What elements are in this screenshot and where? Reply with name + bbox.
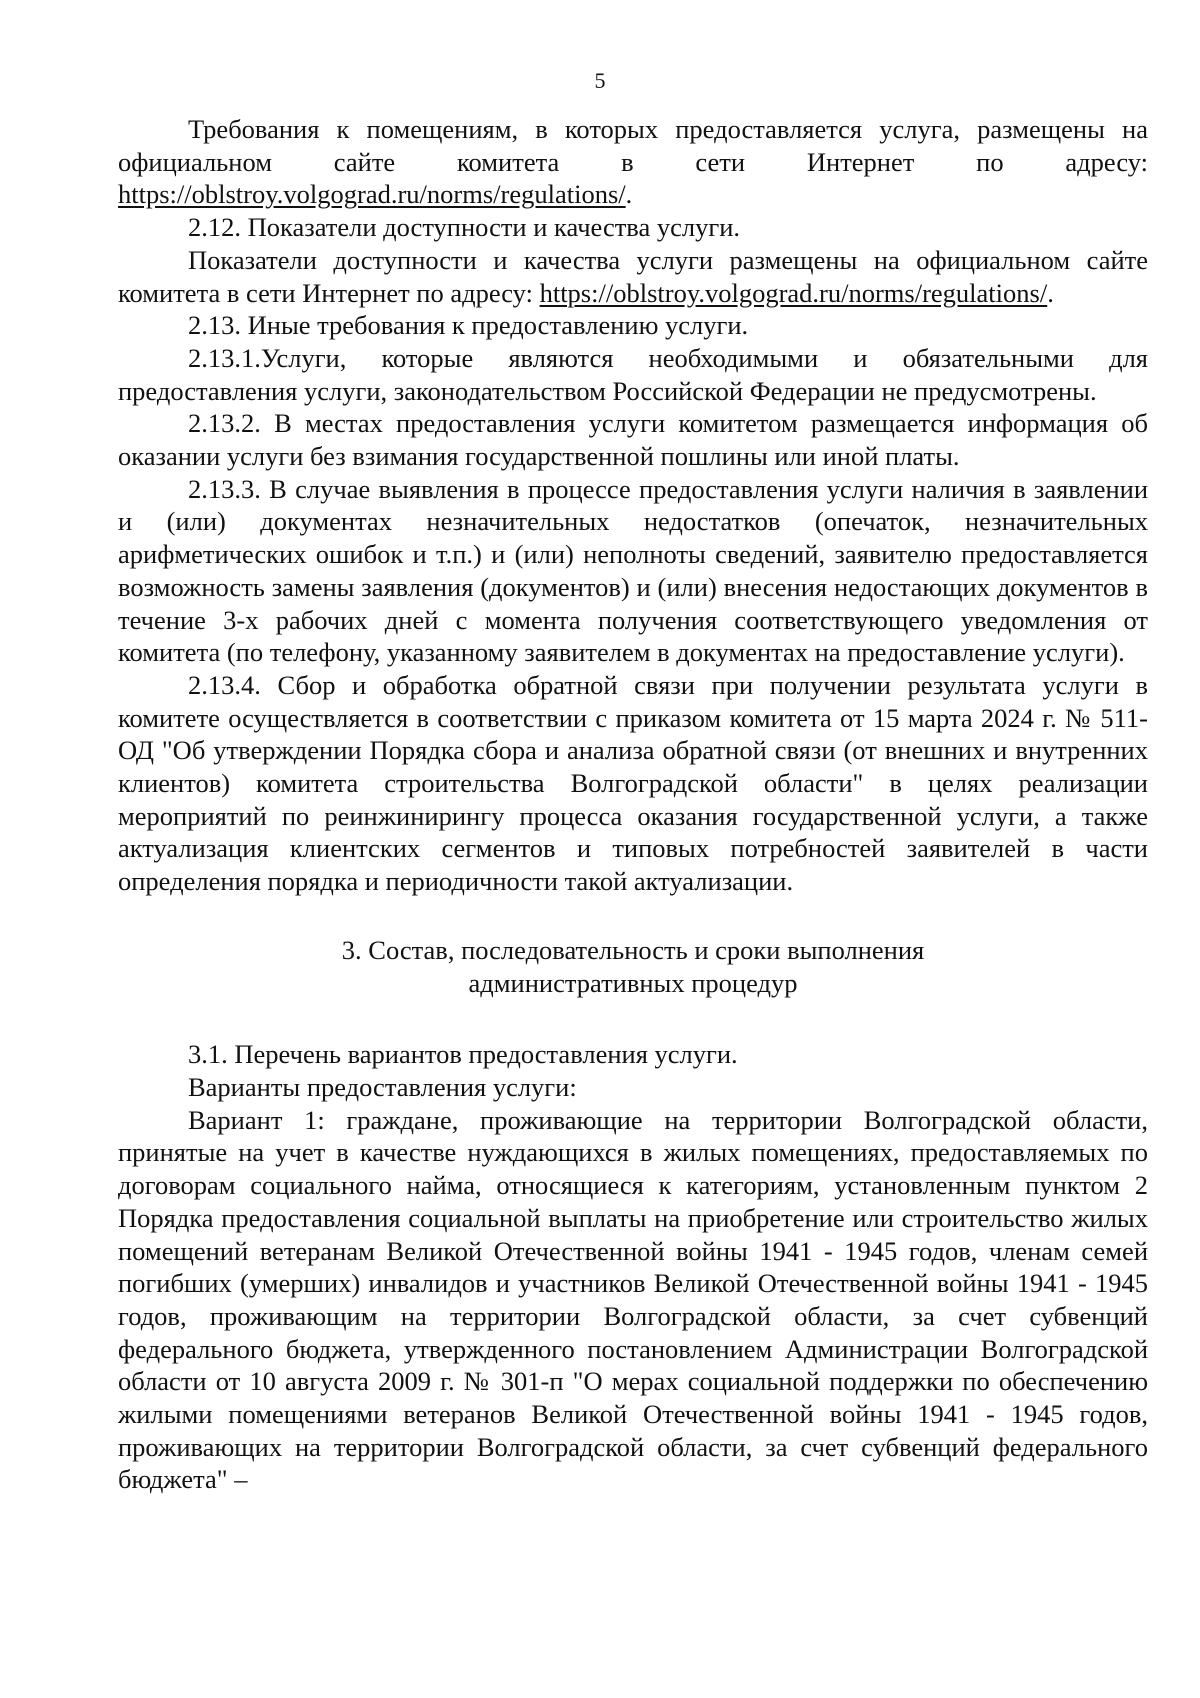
paragraph-2-12: 2.12. Показатели доступности и качества услуги. xyxy=(188,212,741,243)
paragraph-variant-1: Вариант 1: граждане, проживающие на территории Волгоградской области, принятые на учет в качестве нуждающихся в жилых помещениях, предоставляемых по договорам социального найма, относящиеся к категориям, установленным пунктом 2 Порядка предоставления социальной выплаты на приобретение или строительство жилых помещений ветеранам Великой Отечественной войны 1941 - 1945 годов, членам семей погибших (умерших) инвалидов и участников Великой Отечественной войны 1941 - 1945 годов, проживающим на территории Волгоградской области, за счет субвенций федерального бюджета, утвержденного постановлением Администрации Волгоградской области от 10 августа 2009 г. № 301-п "О мерах социальной поддержки по обеспечению жилыми помещениями ветеранов Великой Отечественной войны 1941 - 1945 годов, проживающих на территории Волгоградской области, за счет субвенций федерального бюджета" – xyxy=(118,1104,1148,1495)
section-heading-line-2: административных процедур xyxy=(468,967,798,998)
paragraph-variants-title: Варианты предоставления услуги: xyxy=(188,1071,577,1102)
paragraph-text: . xyxy=(1047,277,1054,308)
paragraph-premises-requirements xyxy=(118,113,1148,211)
section-heading xyxy=(118,934,1148,999)
paragraph-text: Показатели доступности и качества услуги размещены на официальном сайте комитета в сети Интернет по адресу: xyxy=(118,244,1148,308)
paragraph-2-13-4: 2.13.4. Сбор и обработка обратной связи при получении результата услуги в комитете осуществляется в соответствии с приказом комитета от 15 марта 2024 г. № 511-ОД "Об утверждении Порядка сбора и анализа обратной связи (от внешних и внутренних клиентов) комитета строительства Волгоградской области" в целях реализации мероприятий по реинжинирингу процесса оказания государственной услуги, а также актуализация клиентских сегментов и типовых потребностей заявителей в части определения порядка и периодичности такой актуализации. xyxy=(118,669,1148,897)
regulations-link[interactable]: https://oblstroy.volgograd.ru/norms/regulations/ xyxy=(539,277,1048,308)
paragraph-2-13-3: 2.13.3. В случае выявления в процессе предоставления услуги наличия в заявлении и (или) документах незначительных недостатков (опечаток, незначительных арифметических ошибок и т.п.) и (или) неполноты сведений, заявителю предоставляется возможность замены заявления (документов) и (или) внесения недостающих документов в течение 3-х рабочих дней с момента получения соответствующего уведомления от комитета (по телефону, указанному заявителем в документах на предоставление услуги). xyxy=(118,473,1148,668)
paragraph-2-13-2: 2.13.2. В местах предоставления услуги комитетом размещается информация об оказании услуги без взимания государственной пошлины или иной платы. xyxy=(118,408,1148,472)
paragraph-2-13: 2.13. Иные требования к предоставлению услуги. xyxy=(188,310,749,341)
document-body xyxy=(118,113,1148,1496)
paragraph-quality-indicators xyxy=(118,244,1148,309)
page-number: 5 xyxy=(594,68,606,93)
paragraph-2-13-1: 2.13.1.Услуги, которые являются необходимыми и обязательными для предоставления услуги, законодательством Российской Федерации не предусмотрены. xyxy=(118,342,1148,406)
paragraph-text: Требования к помещениям, в которых предоставляется услуга, размещены на официальном сайте комитета в сети Интернет по адресу: xyxy=(118,114,1148,177)
section-heading-line-1: 3. Состав, последовательность и сроки выполнения xyxy=(341,934,925,965)
regulations-link[interactable]: https://oblstroy.volgograd.ru/norms/regulations/ xyxy=(118,179,626,210)
paragraph-3-1: 3.1. Перечень вариантов предоставления услуги. xyxy=(188,1039,738,1070)
paragraph-text: . xyxy=(625,179,633,210)
